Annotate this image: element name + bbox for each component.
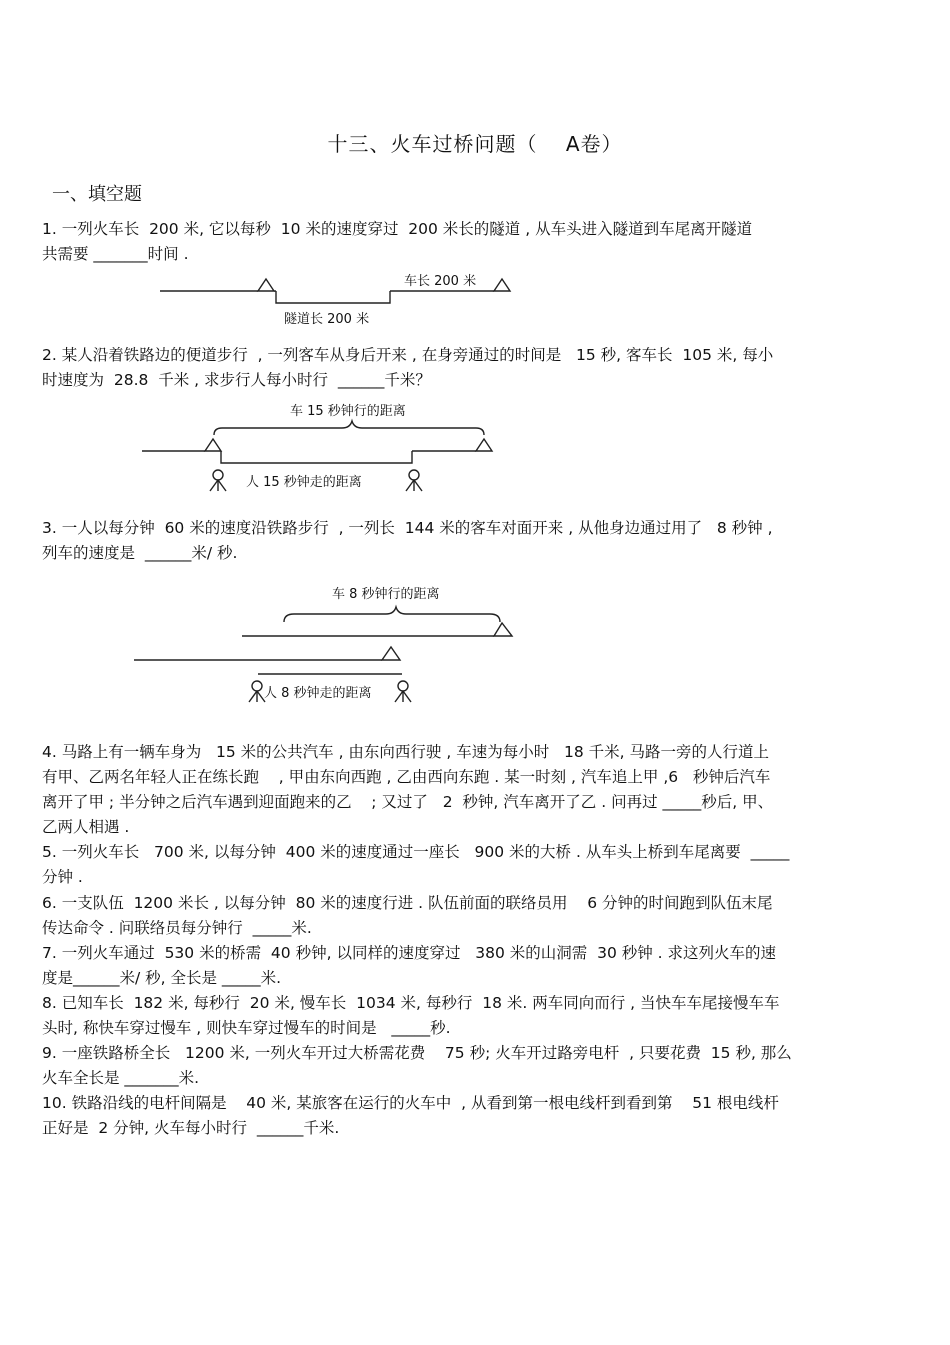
train-front-triangle [494,279,510,291]
section-heading: 一、填空题 [52,184,142,205]
person-end-icon [395,681,411,702]
car-distance-label: 车 15 秒钟行的距离 [290,404,406,419]
tunnel-length-label: 隧道长 200 米 [284,312,370,327]
train-start-triangle [205,439,221,451]
question-2: 2. 某人沿着铁路边的便道步行 , 一列客车从身后开来 , 在身旁通过的时间是 15 秒, 客车长 105 米, 每小 时速度为 28.8 千米 , 求步行人每小时行 ______千米？ [42,346,774,389]
person-distance-label: 人 15 秒钟走的距离 [246,475,362,490]
car-distance-brace [214,421,484,435]
person-start-icon [210,470,226,491]
tunnel-outline [276,291,390,303]
person-end-icon [406,470,422,491]
person-start-icon [249,681,265,702]
person-distance-label: 人 8 秒钟走的距离 [264,686,372,701]
train-lower-triangle [382,647,400,660]
train-upper-triangle [494,623,512,636]
train-end-triangle [476,439,492,451]
questions-4-to-10: 4. 马路上有一辆车身为 15 米的公共汽车 , 由东向西行驶 , 车速为每小时 18 千米, 马路一旁的人行道上 有甲、乙两名年轻人正在练长跑 , 甲由东向西跑 , 乙由西向东跑 . 某一时刻 , 汽车追上甲 ,6 秒钟后汽车 离开了甲 ; 半分钟之后汽车遇到迎面跑来的乙 ; 又过了 2 秒钟, 汽车离开了乙 . 问再过 _____秒后, 甲、 乙两人相遇 . 5. 一列火车长 700 米, 以每分钟 400 米的速度通过一座长 900 米的大桥 . 从车头上桥到车尾离要 _____ 分钟 . 6. 一支队伍 1200 米长 , 以每分钟 80 米的速度行进 . 队伍前面的联络员用 6 分钟的时间跑到队伍末尾 传达命令 . 问联络员每分钟行 _____米. 7. 一列火车通过 530 米的桥需 40 秒钟, 以同样的速度穿过 380 米的山洞需 30 秒钟 . 求这列火车的速 度是______米/ 秒, 全长是 _____米. 8. 已知车长 182 米, 每秒行 20 米, 慢车长 1034 米, 每秒行 18 米. 两车同向而行 , 当快车车尾接慢车车 头时, 称快车穿过慢车 , 则快车穿过慢车的时间是 _____秒. 9. 一座铁路桥全长 1200 米, 一列火车开过大桥需花费 75 秒; 火车开过路旁电杆 , 只要花费 15 秒, 那么 火车全长是 _______米. 10. 铁路沿线的电杆间隔是 40 米, 某旅客在运行的火车中 , 从看到第一根电线杆到看到第 51 根电线杆 正好是 2 分钟, 火车每小时行 ______千米. [42,743,792,1138]
car-distance-label: 车 8 秒钟行的距离 [332,587,440,602]
question-1: 1. 一列火车长 200 米, 它以每秒 10 米的速度穿过 200 米长的隧道 , 从车头进入隧道到车尾离开隧道 共需要 _______时间 . [42,220,753,263]
train-rear-triangle [258,279,274,291]
car-distance-brace [284,607,500,622]
page-title: 十三、火车过桥问题（ A卷） [327,132,623,156]
walk-segment [221,451,412,463]
train-length-label: 车长 200 米 [404,274,477,289]
question-3: 3. 一人以每分钟 60 米的速度沿铁路步行 , 一列长 144 米的客车对面开来 , 从他身边通过用了 8 秒钟 , 列车的速度是 ______米/ 秒. [42,519,773,562]
